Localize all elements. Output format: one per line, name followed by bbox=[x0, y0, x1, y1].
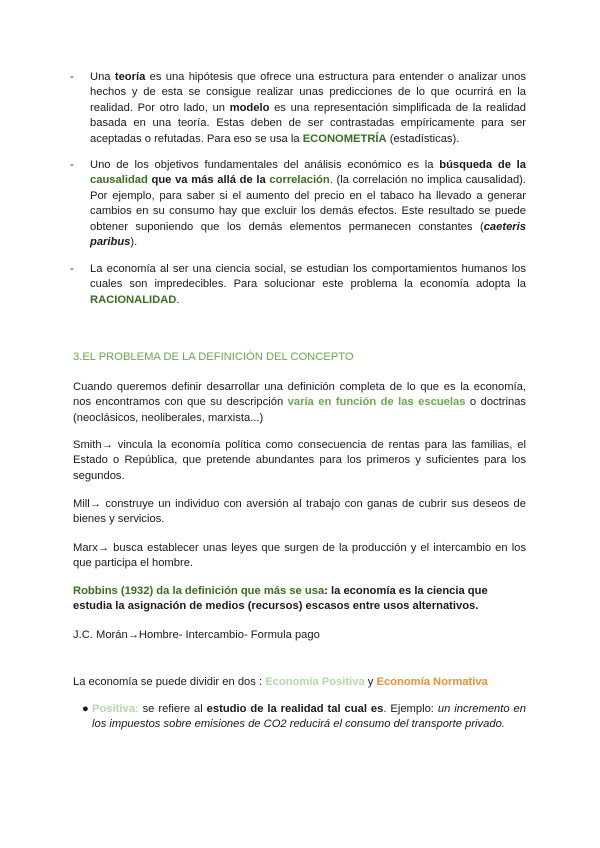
dash-marker: - bbox=[70, 263, 74, 275]
paragraph-moran: J.C. Morán→Hombre- Intercambio- Formula pago bbox=[73, 629, 320, 641]
paragraph-mill: Mill→ construye un individuo con aversión al trabajo con ganas de cubrir sus deseos de bienes y servicios. bbox=[73, 498, 526, 526]
dash-marker: - bbox=[70, 159, 74, 171]
positiva-label: Positiva: bbox=[92, 703, 139, 715]
term-busqueda: búsqueda de la bbox=[439, 159, 527, 171]
term-caeteris-paribus: caeteris paribus bbox=[90, 220, 526, 249]
dash-marker: - bbox=[70, 71, 74, 83]
bullet-teoria-modelo: - Una teoría es una hipótesis que ofrece una estructura para entender o analizar unos hechos y de esta se consigue realizar unas predicciones de lo que ocurrirá en la realidad. Por otro lado, un modelo es una representación simplificada de la realidad basada en una teoría. Estas deben de ser contrastadas empíricamente para ser aceptadas o refutadas. Para eso se usa la ECONOMETRÍA (estadísticas). bbox=[70, 71, 526, 145]
paragraph-division: La economía se puede dividir en dos : Economía Positiva y Economía Normativa bbox=[73, 676, 488, 688]
economia-positiva-label: Economía Positiva bbox=[265, 676, 365, 688]
highlight-escuelas: varía en función de las escuelas bbox=[287, 396, 466, 409]
paragraph-definicion: Cuando queremos definir desarrollar una definición completa de lo que es la economía, nos encontramos con que su descripción varía en función de las escuelas o doctrinas (neoclásicos, neoliberales, marxista...) bbox=[73, 381, 527, 424]
bullet-racionalidad: - La economía al ser una ciencia social, se estudian los comportamientos humanos los cuales son impredecibles. Para solucionar este problema la economía adopta la RACIONALIDAD. bbox=[70, 263, 526, 306]
term-teoria: teoría bbox=[114, 71, 146, 83]
term-modelo: modelo bbox=[229, 101, 270, 114]
section-heading: 3.EL PROBLEMA DE LA DEFINICIÓN DEL CONCEPTO bbox=[73, 351, 354, 363]
term-correlacion: correlación bbox=[269, 174, 330, 187]
term-racionalidad: RACIONALIDAD bbox=[90, 293, 177, 306]
term-causalidad: causalidad bbox=[90, 174, 148, 187]
paragraph-robbins: Robbins (1932) da la definición que más se usa: la economía es la ciencia que estudia la asignación de medios (recursos) escasos entre usos alternativos. bbox=[73, 585, 488, 613]
paragraph-smith: Smith→ vincula la economía política como consecuencia de rentas para las familias, el Estado o República, que pretende abundantes para los primeros y suficientes para los segundos. bbox=[73, 439, 526, 482]
bullet-causalidad: - Uno de los objetivos fundamentales del análisis económico es la búsqueda de la causalidad que va más allá de la correlación. (la correlación no implica causalidad). Por ejemplo, para saber si el aumento del precio en el tabaco ha llevado a generar cambios en su consumo hay que excluir los demás efectos. Este resultado se puede obtener suponiendo que los demás elementos permanecen constantes (caeteris paribus). bbox=[70, 159, 527, 249]
bullet-dot-icon: ● bbox=[82, 703, 89, 715]
term-econometria: ECONOMETRÍA bbox=[302, 132, 387, 145]
paragraph-marx: Marx→ busca establecer unas leyes que surgen de la producción y el intercambio en los que participa el hombre. bbox=[73, 542, 526, 570]
bullet-positiva: ● Positiva: se refiere al estudio de la realidad tal cual es. Ejemplo: un incremento en los impuestos sobre emisiones de CO2 reducirá el consumo del transporte privado. bbox=[82, 703, 527, 731]
robbins-label: Robbins (1932) da la definición que más se usa bbox=[73, 585, 325, 597]
economia-normativa-label: Economía Normativa bbox=[376, 676, 488, 688]
